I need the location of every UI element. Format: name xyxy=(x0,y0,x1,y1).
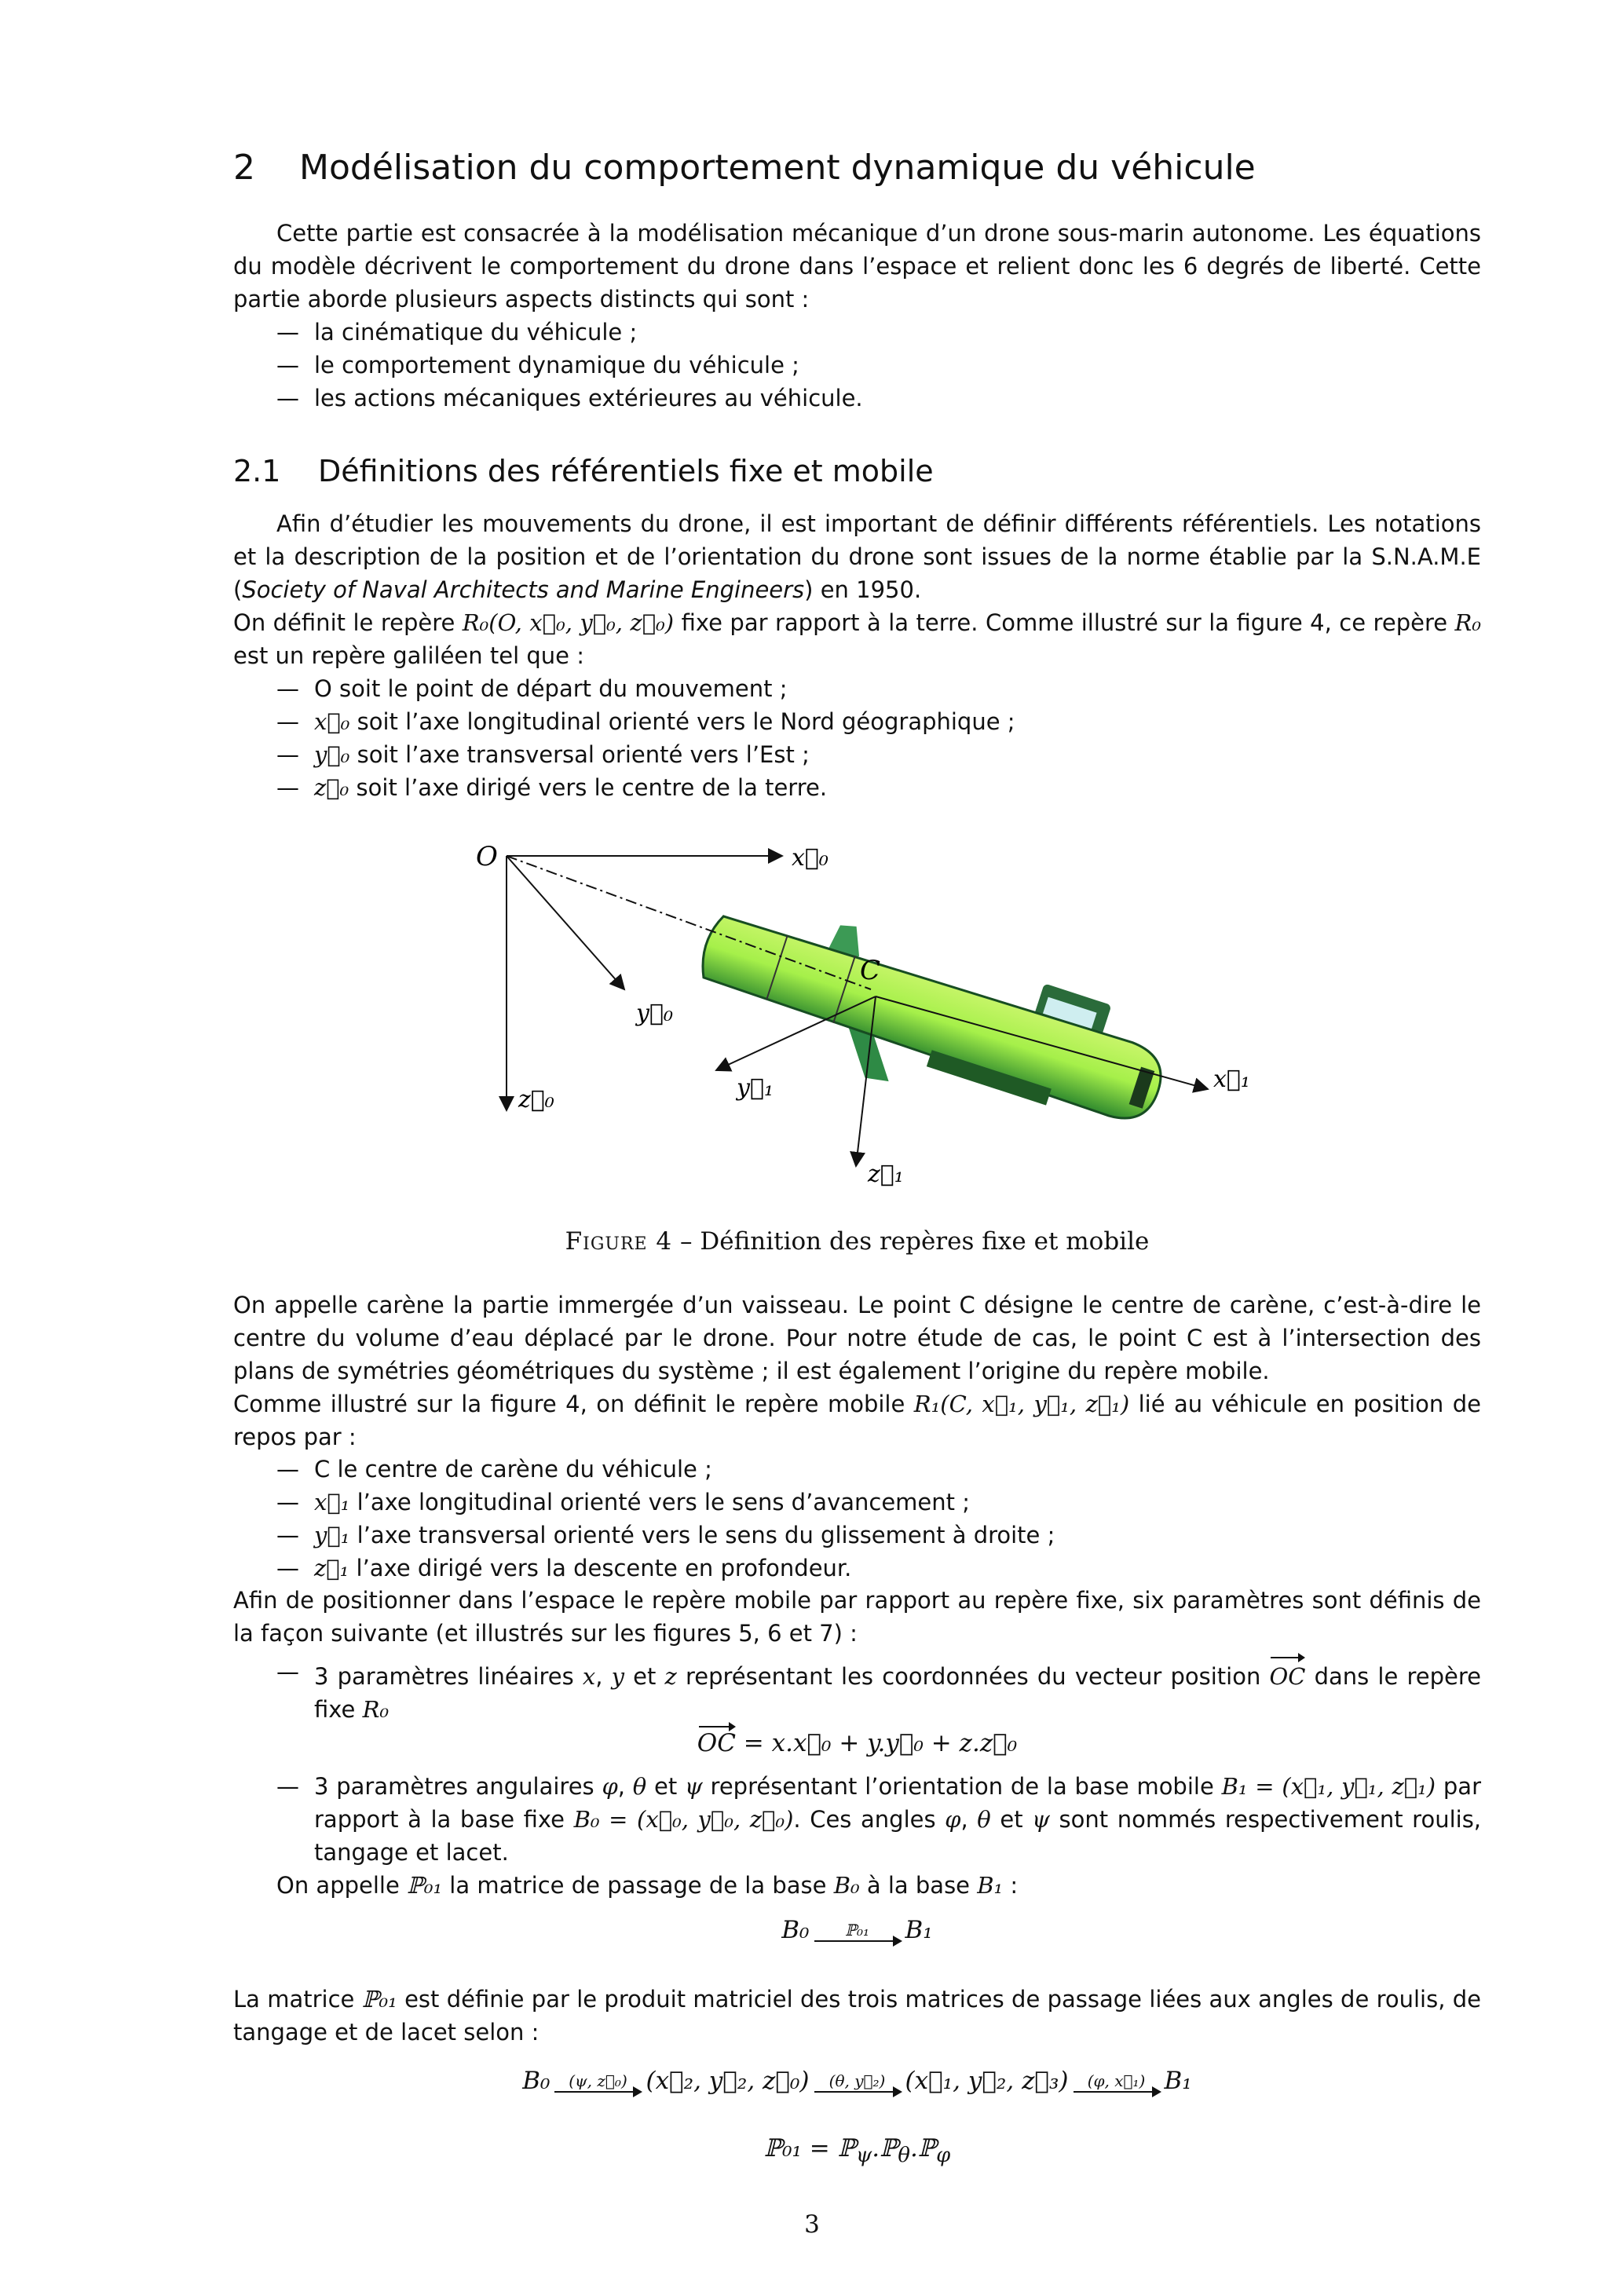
eq-base-b1: B₁ xyxy=(905,1916,933,1944)
section-heading xyxy=(233,148,1256,188)
text-run: On appelle xyxy=(276,1872,408,1899)
italic-text: Society of Naval Architects and Marine Engineers xyxy=(242,576,805,603)
list-item xyxy=(233,705,1481,738)
text-run: , xyxy=(617,1773,633,1800)
text-run: les actions mécaniques extérieures au véhicule. xyxy=(314,385,863,411)
math-inline: x⃗₁ xyxy=(314,1489,350,1515)
text-run: soit l’axe longitudinal orienté vers le Nord géographique ; xyxy=(349,708,1015,735)
text-run: La matrice xyxy=(233,1986,362,2013)
figure-reference-frames xyxy=(440,824,1272,1201)
math-inline: θ xyxy=(632,1773,647,1800)
math-inline: B₀ = (x⃗₀, y⃗₀, z⃗₀) xyxy=(573,1806,794,1833)
intro-paragraph xyxy=(233,217,1481,316)
paragraph-sname xyxy=(233,507,1481,606)
math-inline: ψ xyxy=(1032,1806,1050,1833)
page-number: 3 xyxy=(804,2210,820,2239)
caption-separator: – xyxy=(672,1227,700,1256)
subsection-number: 2.1 xyxy=(233,454,281,488)
math-inline: z xyxy=(664,1663,677,1690)
math-inline: ℙ₀₁ xyxy=(407,1872,443,1899)
r0-bullets xyxy=(233,672,1481,804)
eq-b1: B₁ xyxy=(1164,2067,1192,2095)
text-run: soit l’axe transversal orienté vers l’Est ; xyxy=(349,741,810,768)
equation-product xyxy=(233,2134,1481,2167)
list-item xyxy=(233,1655,1481,1726)
math-inline: B₁ = (x⃗₁, y⃗₁, z⃗₁) xyxy=(1221,1773,1436,1800)
math-inline: B₀ xyxy=(833,1872,860,1899)
math-inline: z⃗₀ xyxy=(314,774,349,801)
text-run: On appelle carène la partie immergée d’un vaisseau. Le point C désigne le centre de carène, c’est-à-dire le centre du volume d’eau déplacé par le drone. Pour notre étude de cas, le point C est à l’intersection des plans de symétries géométriques du système ; il est également l’origine du repère mobile. xyxy=(233,1292,1481,1384)
label-z1: z⃗₁ xyxy=(868,1161,904,1188)
arrow-icon xyxy=(814,2072,901,2093)
r1-bullets xyxy=(233,1453,1481,1585)
math-inline: ℙ₀₁ = ℙ xyxy=(763,2134,856,2163)
label-z0: z⃗₀ xyxy=(518,1086,554,1113)
eq-base-b0: B₀ xyxy=(781,1916,810,1944)
list-item xyxy=(233,1552,1481,1585)
eq-intermediate-base-1: (x⃗₂, y⃗₂, z⃗₀) xyxy=(646,2067,810,2095)
math-inline: R₀ xyxy=(1454,609,1481,636)
text-run: 3 paramètres angulaires xyxy=(314,1773,602,1800)
math-inline: B₁ xyxy=(977,1872,1004,1899)
equation-oc xyxy=(233,1724,1481,1757)
text-run: ) en 1950. xyxy=(804,576,922,603)
math-inline: R₀ xyxy=(362,1696,390,1723)
math-inline: x xyxy=(582,1663,596,1690)
list-item xyxy=(233,771,1481,804)
math-inline: ℙ₀₁ xyxy=(361,1986,397,2013)
text-run: et xyxy=(990,1806,1033,1833)
text-run: l’axe dirigé vers la descente en profondeur. xyxy=(349,1555,852,1581)
paragraph-r1 xyxy=(233,1387,1481,1453)
text-run: C le centre de carène du véhicule ; xyxy=(314,1456,712,1483)
vector: OC xyxy=(697,1724,736,1757)
section-number: 2 xyxy=(233,148,255,188)
arrow-label: ℙ₀₁ xyxy=(844,1920,870,1940)
list-item xyxy=(233,1453,1481,1486)
list-item xyxy=(233,738,1481,771)
subsection-title: Définitions des référentiels fixe et mobile xyxy=(318,454,934,488)
text-run: la cinématique du véhicule ; xyxy=(314,319,638,345)
paragraph-parameters xyxy=(233,1584,1481,1650)
subsection-heading xyxy=(233,454,934,488)
subscript: ψ xyxy=(855,2144,872,2168)
text-run: : xyxy=(1003,1872,1019,1899)
math-inline: y⃗₀ xyxy=(314,741,350,768)
math-inline: z⃗₁ xyxy=(314,1555,349,1581)
list-item xyxy=(233,1486,1481,1519)
math-inline: ψ xyxy=(685,1773,703,1800)
vector: OC xyxy=(1269,1655,1305,1693)
label-y1: y⃗₁ xyxy=(737,1074,774,1102)
equation-passage xyxy=(233,1916,1481,1944)
linear-bullet xyxy=(233,1655,1481,1726)
label-y0: y⃗₀ xyxy=(636,1000,673,1027)
text-run: par rapport à la base fixe xyxy=(314,1773,1481,1833)
text-run: l’axe longitudinal orienté vers le sens d’avancement ; xyxy=(349,1489,971,1515)
text-run: Afin d’étudier les mouvements du drone, il est important de définir différents référentiels. Les notations et la description de la position et de l’orientation du drone sont issues de la norme établie par la S.N.A.M.E ( xyxy=(233,510,1481,603)
list-item xyxy=(233,1519,1481,1552)
list-item xyxy=(233,1770,1481,1869)
text-run: soit l’axe dirigé vers le centre de la terre. xyxy=(349,774,828,801)
text-run: lié au véhicule en position de repos par : xyxy=(233,1391,1482,1450)
text-run: est un repère galiléen tel que : xyxy=(233,642,584,669)
text-run: On définit le repère xyxy=(233,609,463,636)
math-inline: R₀(O, x⃗₀, y⃗₀, z⃗₀) xyxy=(462,609,675,636)
text-run: le comportement dynamique du véhicule ; xyxy=(314,352,799,378)
text-run: Cette partie est consacrée à la modélisation mécanique d’un drone sous-marin autonome. Les équations du modèle décrivent le comportement du drone dans l’espace et relient donc les 6 degrés de liberté. Cette partie aborde plusieurs aspects distincts qui sont : xyxy=(233,220,1481,313)
figure-caption xyxy=(233,1227,1481,1256)
paragraph-r0 xyxy=(233,606,1481,672)
math-inline: R₁(C, x⃗₁, y⃗₁, z⃗₁) xyxy=(913,1391,1130,1417)
label-c: C xyxy=(860,955,881,986)
subscript: φ xyxy=(936,2144,951,2168)
math-inline: .ℙ xyxy=(909,2134,937,2163)
text-run: sont nommés respectivement roulis, tangage et lacet. xyxy=(314,1806,1482,1866)
caption-prefix: Figure 4 xyxy=(565,1227,673,1256)
text-run: fixe par rapport à la terre. Comme illustré sur la figure 4, ce repère xyxy=(674,609,1455,636)
math-inline: x⃗₀ xyxy=(314,708,350,735)
text-run: représentant les coordonnées du vecteur position xyxy=(676,1663,1270,1690)
math-inline: y⃗₁ xyxy=(314,1522,350,1548)
eq-intermediate-base-2: (x⃗₁, y⃗₂, z⃗₃) xyxy=(905,2067,1069,2095)
eq-b0: B₀ xyxy=(522,2067,550,2095)
subscript: θ xyxy=(898,2144,910,2168)
label-origin: O xyxy=(476,841,498,872)
arrow-label: (ψ, z⃗₀) xyxy=(569,2071,627,2090)
math-inline: φ xyxy=(945,1806,961,1833)
list-item xyxy=(233,382,1481,415)
math-inline: θ xyxy=(977,1806,991,1833)
math-inline: y xyxy=(611,1663,625,1690)
section-title: Modélisation du comportement dynamique du véhicule xyxy=(299,148,1256,188)
drone-image xyxy=(682,880,1180,1165)
angular-bullet xyxy=(233,1770,1481,1869)
text-run: est définie par le produit matriciel des trois matrices de passage liées aux angles de roulis, de tangage et de lacet selon : xyxy=(233,1986,1481,2046)
paragraph-p01 xyxy=(233,1869,1481,1902)
text-run: O soit le point de départ du mouvement ; xyxy=(314,675,788,702)
paragraph-carene xyxy=(233,1289,1481,1387)
text-run: représentant l’orientation de la base mobile xyxy=(702,1773,1222,1800)
label-x0: x⃗₀ xyxy=(792,844,828,872)
text-run: à la base xyxy=(859,1872,978,1899)
text-run: , xyxy=(960,1806,978,1833)
arrow-icon xyxy=(1074,2072,1160,2093)
math-inline: φ xyxy=(602,1773,618,1800)
text-run: Comme illustré sur la figure 4, on définit le repère mobile xyxy=(233,1391,914,1417)
math-inline: = x.x⃗₀ + y.y⃗₀ + z.z⃗₀ xyxy=(735,1729,1018,1757)
list-item xyxy=(233,316,1481,349)
caption-text: Définition des repères fixe et mobile xyxy=(700,1227,1150,1256)
text-run: 3 paramètres linéaires xyxy=(314,1663,583,1690)
text-run: dans le repère fixe xyxy=(314,1663,1481,1723)
math-inline: .ℙ xyxy=(872,2134,898,2163)
arrow-icon xyxy=(554,2072,641,2093)
label-x1: x⃗₁ xyxy=(1213,1066,1250,1093)
text-run: l’axe transversal orienté vers le sens du glissement à droite ; xyxy=(349,1522,1055,1548)
text-run: , xyxy=(595,1663,612,1690)
list-item xyxy=(233,672,1481,705)
arrow-icon xyxy=(814,1921,901,1942)
text-run: Afin de positionner dans l’espace le repère mobile par rapport au repère fixe, six paramètres sont définis de la façon suivante (et illustrés sur les figures 5, 6 et 7) : xyxy=(233,1587,1481,1647)
text-run: . Ces angles xyxy=(793,1806,946,1833)
text-run: la matrice de passage de la base xyxy=(442,1872,834,1899)
text-run: et xyxy=(624,1663,665,1690)
text-run: et xyxy=(646,1773,685,1800)
equation-chain xyxy=(233,2067,1481,2095)
arrow-label: (θ, y⃗₂) xyxy=(828,2071,886,2090)
intro-bullets xyxy=(233,316,1481,415)
paragraph-matrix xyxy=(233,1983,1481,2049)
arrow-label: (φ, x⃗₁) xyxy=(1087,2071,1146,2090)
list-item xyxy=(233,349,1481,382)
